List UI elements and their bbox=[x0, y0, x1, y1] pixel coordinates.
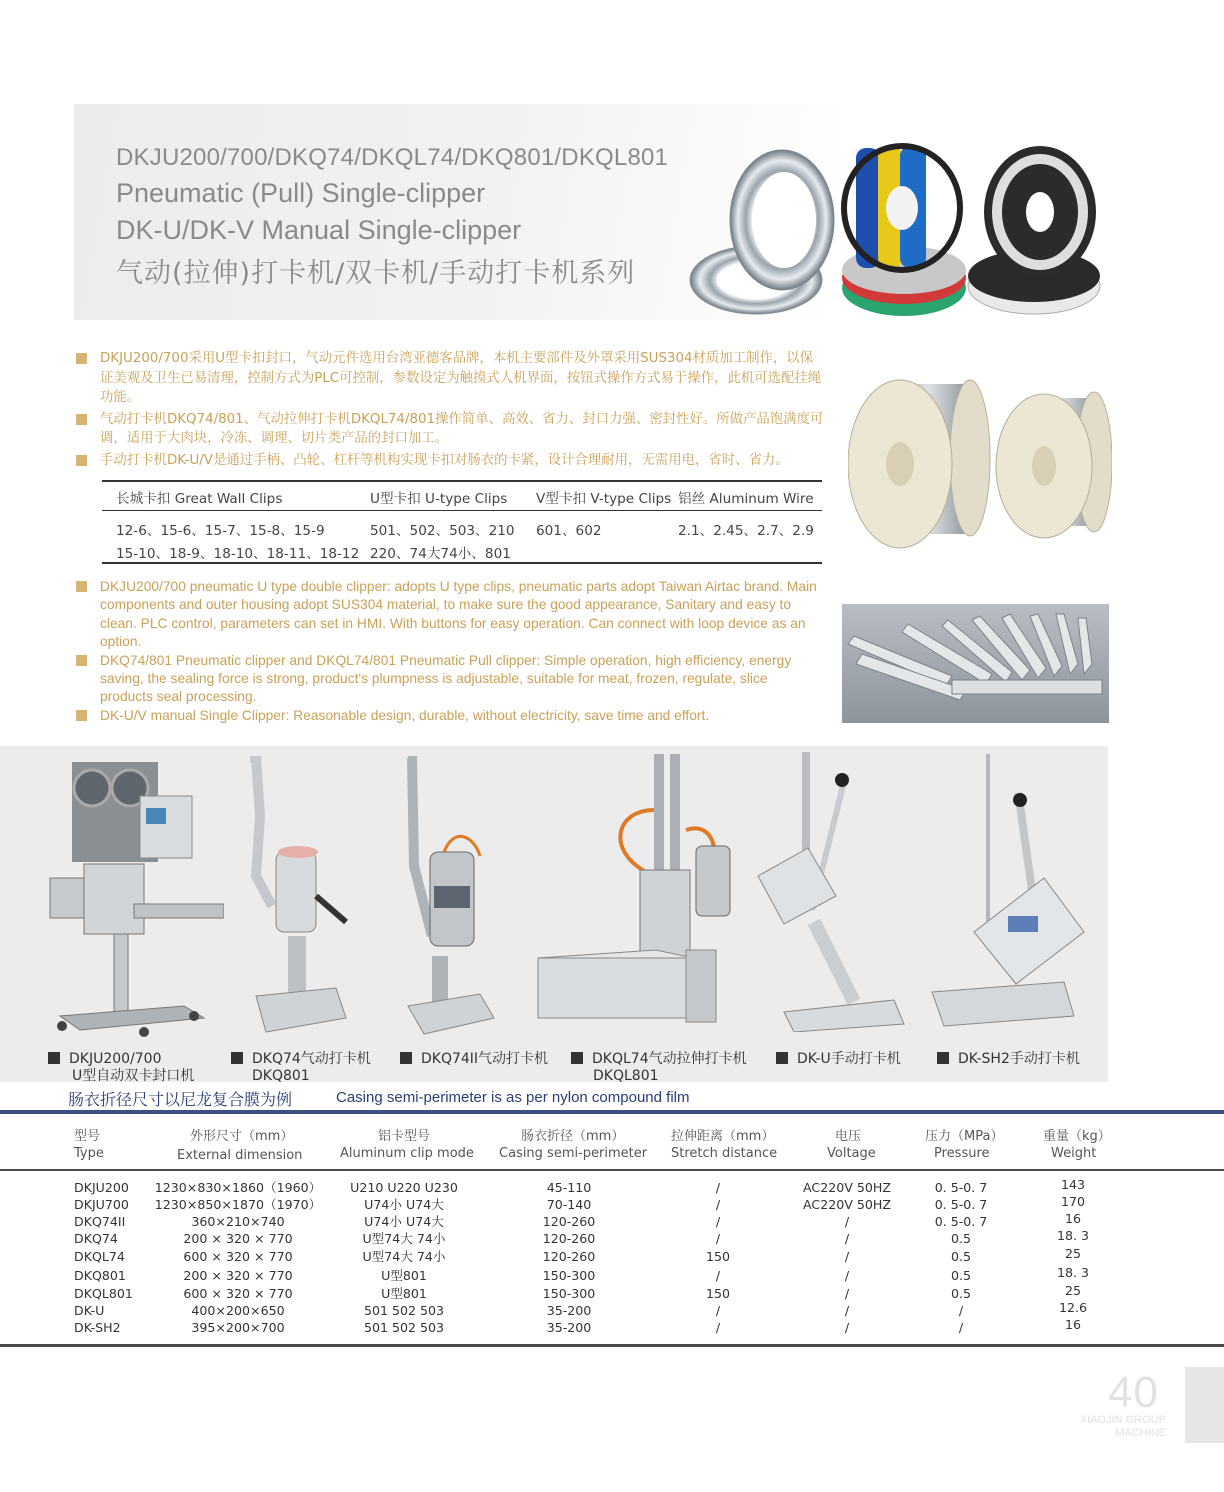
bullet-square-icon bbox=[76, 710, 87, 721]
english-description bbox=[76, 578, 820, 725]
spec-cell: / bbox=[715, 1197, 721, 1212]
clip-types-table bbox=[102, 480, 822, 564]
spec-header-cn: 型号 bbox=[74, 1129, 101, 1144]
spec-cell: / bbox=[844, 1303, 850, 1318]
spec-cell: 400×200×650 bbox=[191, 1303, 285, 1318]
spec-cell: 0.5 bbox=[950, 1249, 972, 1264]
spec-cell: 45-110 bbox=[546, 1180, 592, 1195]
label-square-icon bbox=[571, 1052, 583, 1064]
spec-cell: / bbox=[844, 1320, 850, 1335]
header-pneumatic: Pneumatic (Pull) Single-clipper bbox=[116, 178, 486, 208]
machine-label-dkq74ii: DKQ74II气动打卡机 bbox=[400, 1051, 548, 1068]
spec-model-cell: DKJU200 bbox=[74, 1180, 129, 1195]
specification-table bbox=[0, 1110, 1224, 1350]
spec-cell: 0.5 bbox=[950, 1268, 972, 1283]
spec-cell: / bbox=[715, 1320, 721, 1335]
spec-cell: 360×210×740 bbox=[191, 1214, 285, 1229]
u-clips-photo bbox=[842, 604, 1109, 723]
spec-cell: 0.5 bbox=[950, 1231, 972, 1246]
spec-cell: 395×200×700 bbox=[191, 1320, 285, 1335]
spec-header-cn: 肠衣折径（mm） bbox=[521, 1129, 625, 1144]
spec-cell: / bbox=[715, 1214, 721, 1229]
machine-label-dk-u: DK-U手动打卡机 bbox=[776, 1051, 901, 1068]
clip-cell: 601、602 bbox=[536, 523, 602, 539]
spec-cell: AC220V 50HZ bbox=[803, 1180, 891, 1195]
spec-model-cell: DKJU700 bbox=[74, 1197, 129, 1212]
machine-label-dkql74: DKQL74气动拉伸打卡机 DKQL801 bbox=[571, 1051, 747, 1085]
spec-bottom-rule bbox=[0, 1344, 1224, 1347]
spec-cell: 600 × 320 × 770 bbox=[183, 1286, 293, 1301]
table-bottom-rule bbox=[102, 562, 822, 564]
casing-note-chinese: 肠衣折径尺寸以尼龙复合膜为例 bbox=[68, 1090, 293, 1109]
spec-header-cn: 铝卡型号 bbox=[378, 1129, 431, 1144]
clip-reels-photo bbox=[684, 138, 1120, 318]
spec-cell: 150-300 bbox=[542, 1268, 596, 1283]
spec-cell: 120-260 bbox=[542, 1231, 596, 1246]
spec-cell: 0. 5-0. 7 bbox=[934, 1214, 988, 1229]
spec-cell: 16 bbox=[1064, 1317, 1082, 1332]
clip-cell: 15-10、18-9、18-10、18-11、18-12 bbox=[116, 546, 360, 562]
spec-cell: / bbox=[844, 1286, 850, 1301]
en-bullet-3: DK-U/V manual Single Clipper: Reasonable design, durable, without electricity, save time and effort. bbox=[76, 707, 820, 725]
spec-model-cell: DKQL801 bbox=[74, 1286, 133, 1301]
dkql74-machine-illustration bbox=[536, 750, 746, 1040]
clip-header-v-type: V型卡扣 V-type Clips bbox=[536, 491, 672, 507]
dkq74-machine-illustration bbox=[236, 756, 356, 1036]
spec-cell: / bbox=[715, 1231, 721, 1246]
spec-header-rule bbox=[0, 1169, 1224, 1171]
bullet-square-icon bbox=[76, 581, 87, 592]
spec-cell: U型74大 74小 bbox=[362, 1249, 446, 1264]
label-square-icon bbox=[48, 1052, 60, 1064]
spec-cell: 120-260 bbox=[542, 1214, 596, 1229]
dkq74ii-machine-illustration bbox=[384, 756, 504, 1036]
page-number: 40 bbox=[1108, 1368, 1159, 1417]
spec-cell: / bbox=[844, 1214, 850, 1229]
dk-u-machine-illustration bbox=[754, 752, 914, 1032]
spec-cell: 170 bbox=[1060, 1194, 1086, 1209]
spec-cell: / bbox=[958, 1303, 964, 1318]
spec-model-cell: DK-U bbox=[74, 1303, 105, 1318]
spec-cell: / bbox=[844, 1249, 850, 1264]
label-square-icon bbox=[400, 1052, 412, 1064]
spec-cell: U74小 U74大 bbox=[364, 1214, 444, 1229]
spec-header-en: External dimension bbox=[177, 1148, 303, 1163]
label-square-icon bbox=[776, 1052, 788, 1064]
spec-cell: 0. 5-0. 7 bbox=[934, 1197, 988, 1212]
spec-header-cn: 压力（MPa） bbox=[925, 1129, 1004, 1144]
bullet-square-icon bbox=[76, 353, 87, 364]
spec-cell: U74小 U74大 bbox=[364, 1197, 444, 1212]
spec-cell: AC220V 50HZ bbox=[803, 1197, 891, 1212]
spec-header-en: Pressure bbox=[934, 1146, 990, 1161]
spec-cell: 150 bbox=[705, 1286, 731, 1301]
cn-bullet-3: 手动打卡机DK-U/V是通过手柄、凸轮、杠杆等机构实现卡扣对肠衣的卡紧，设计合理耐用，无需用电，省时、省力。 bbox=[76, 451, 826, 471]
header-chinese: 气动(拉伸)打卡机/双卡机/手动打卡机系列 bbox=[116, 258, 636, 289]
label-square-icon bbox=[231, 1052, 243, 1064]
clip-header-great-wall: 长城卡扣 Great Wall Clips bbox=[116, 491, 283, 507]
spec-top-rule bbox=[0, 1110, 1224, 1114]
cn-bullet-1: DKJU200/700采用U型卡扣封口，气动元件选用台湾亚德客品牌，本机主要部件及外罩采用SUS304材质加工制作，以保证美观及卫生已易清理，控制方式为PLC可控制，参数设定为触摸式人机界面，按钮式操作方式易于操作，此机可选配挂绳功能。 bbox=[76, 349, 826, 408]
spec-cell: 18. 3 bbox=[1056, 1265, 1090, 1280]
spec-header-en: Type bbox=[74, 1146, 104, 1161]
spec-cell: 35-200 bbox=[546, 1303, 592, 1318]
spec-cell: / bbox=[715, 1268, 721, 1283]
spec-cell: 200 × 320 × 770 bbox=[183, 1231, 293, 1246]
clip-cell: 220、74大74小、801 bbox=[370, 546, 511, 562]
cn-bullet-2: 气动打卡机DKQ74/801、气动拉伸打卡机DKQL74/801操作简单、高效、省力、封口力强、密封性好。所做产品饱满度可调，适用于大肉块，冷冻、调理、切片类产品的封口加工。 bbox=[76, 410, 826, 449]
table-top-rule bbox=[102, 480, 822, 482]
spec-cell: 0. 5-0. 7 bbox=[934, 1180, 988, 1195]
page-number-block bbox=[1185, 1367, 1224, 1443]
dkju200-700-machine-illustration bbox=[44, 754, 224, 1038]
spec-cell: / bbox=[958, 1320, 964, 1335]
spec-cell: / bbox=[715, 1180, 721, 1195]
header-models: DKJU200/700/DKQ74/DKQL74/DKQ801/DKQL801 bbox=[116, 144, 669, 171]
spec-header-cn: 重量（kg） bbox=[1043, 1129, 1111, 1144]
spec-header-cn: 外形尺寸（mm） bbox=[190, 1129, 294, 1144]
spec-header-en: Aluminum clip mode bbox=[340, 1146, 474, 1161]
spec-cell: U型74大 74小 bbox=[362, 1231, 446, 1246]
spec-header-en: Weight bbox=[1051, 1146, 1097, 1161]
en-bullet-2: DKQ74/801 Pneumatic clipper and DKQL74/801 Pneumatic Pull clipper: Simple operation, high efficiency, energy saving, the sealing force is strong, product's plumpness is adjustable, suitable for meat, frozen, regulate, slice products seal processing. bbox=[76, 652, 820, 707]
spec-model-cell: DKQ801 bbox=[74, 1268, 126, 1283]
spec-cell: 120-260 bbox=[542, 1249, 596, 1264]
spec-cell: 12.6 bbox=[1058, 1300, 1088, 1315]
spec-cell: 501 502 503 bbox=[363, 1303, 445, 1318]
spec-cell: 70-140 bbox=[546, 1197, 592, 1212]
spec-cell: 143 bbox=[1060, 1177, 1086, 1192]
spec-cell: 150 bbox=[705, 1249, 731, 1264]
bullet-square-icon bbox=[76, 455, 87, 466]
spec-cell: 0.5 bbox=[950, 1286, 972, 1301]
clip-header-aluminum: 铝丝 Aluminum Wire bbox=[678, 491, 814, 507]
spec-cell: 1230×850×1870（1970） bbox=[154, 1197, 322, 1212]
spec-header-cn: 拉伸距离（mm） bbox=[671, 1129, 775, 1144]
spec-model-cell: DKQL74 bbox=[74, 1249, 125, 1264]
spec-cell: 1230×830×1860（1960） bbox=[154, 1180, 322, 1195]
spec-cell: 200 × 320 × 770 bbox=[183, 1268, 293, 1283]
spec-cell: 25 bbox=[1064, 1283, 1082, 1298]
clip-cell: 12-6、15-6、15-7、15-8、15-9 bbox=[116, 523, 325, 539]
clip-cell: 2.1、2.45、2.7、2.9 bbox=[678, 523, 814, 539]
spec-cell: 18. 3 bbox=[1056, 1228, 1090, 1243]
spec-header-cn: 电压 bbox=[835, 1129, 862, 1144]
machine-label-dkju: DKJU200/700 U型自动双卡封口机 bbox=[48, 1051, 194, 1085]
spec-cell: / bbox=[844, 1231, 850, 1246]
spec-cell: 35-200 bbox=[546, 1320, 592, 1335]
casing-note-english: Casing semi-perimeter is as per nylon compound film bbox=[336, 1089, 690, 1106]
spec-cell: 16 bbox=[1064, 1211, 1082, 1226]
spec-cell: U型801 bbox=[381, 1286, 427, 1301]
spec-cell: 25 bbox=[1064, 1246, 1082, 1261]
en-bullet-1: DKJU200/700 pneumatic U type double clipper: adopts U type clips, pneumatic parts adopt Taiwan Airtac brand. Main components and outer housing adopt SUS304 material, to make sure the good appearance, Sanitary and easy to clean. PLC control, parameters can set in HMI. With buttons for easy operation. Can connect with loop device as an option. bbox=[76, 578, 820, 652]
table-header-rule bbox=[102, 510, 822, 511]
machine-label-dk-sh2: DK-SH2手动打卡机 bbox=[937, 1051, 1080, 1068]
spec-header-en: Voltage bbox=[827, 1146, 876, 1161]
spec-cell: U型801 bbox=[381, 1268, 427, 1283]
chinese-description bbox=[76, 349, 826, 470]
label-square-icon bbox=[937, 1052, 949, 1064]
spec-cell: U210 U220 U230 bbox=[350, 1180, 458, 1195]
bullet-square-icon bbox=[76, 414, 87, 425]
dk-sh2-machine-illustration bbox=[924, 752, 1094, 1032]
spec-model-cell: DK-SH2 bbox=[74, 1320, 121, 1335]
spec-model-cell: DKQ74II bbox=[74, 1214, 126, 1229]
spec-header-en: Stretch distance bbox=[671, 1146, 778, 1161]
clip-header-u-type: U型卡扣 U-type Clips bbox=[370, 491, 508, 507]
spec-header-en: Casing semi-perimeter bbox=[499, 1146, 648, 1161]
machine-label-dkq74: DKQ74气动打卡机 DKQ801 bbox=[231, 1051, 371, 1085]
bullet-square-icon bbox=[76, 655, 87, 666]
spec-cell: 501 502 503 bbox=[363, 1320, 445, 1335]
aluminum-wire-spools-photo bbox=[848, 368, 1112, 558]
header-manual: DK-U/DK-V Manual Single-clipper bbox=[116, 215, 522, 245]
clip-cell: 501、502、503、210 bbox=[370, 523, 515, 539]
spec-cell: / bbox=[844, 1268, 850, 1283]
spec-cell: 600 × 320 × 770 bbox=[183, 1249, 293, 1264]
spec-model-cell: DKQ74 bbox=[74, 1231, 118, 1246]
spec-cell: / bbox=[715, 1303, 721, 1318]
spec-cell: 150-300 bbox=[542, 1286, 596, 1301]
footer-brand: XIAOJIN GROUP MACHINE bbox=[1079, 1414, 1166, 1439]
